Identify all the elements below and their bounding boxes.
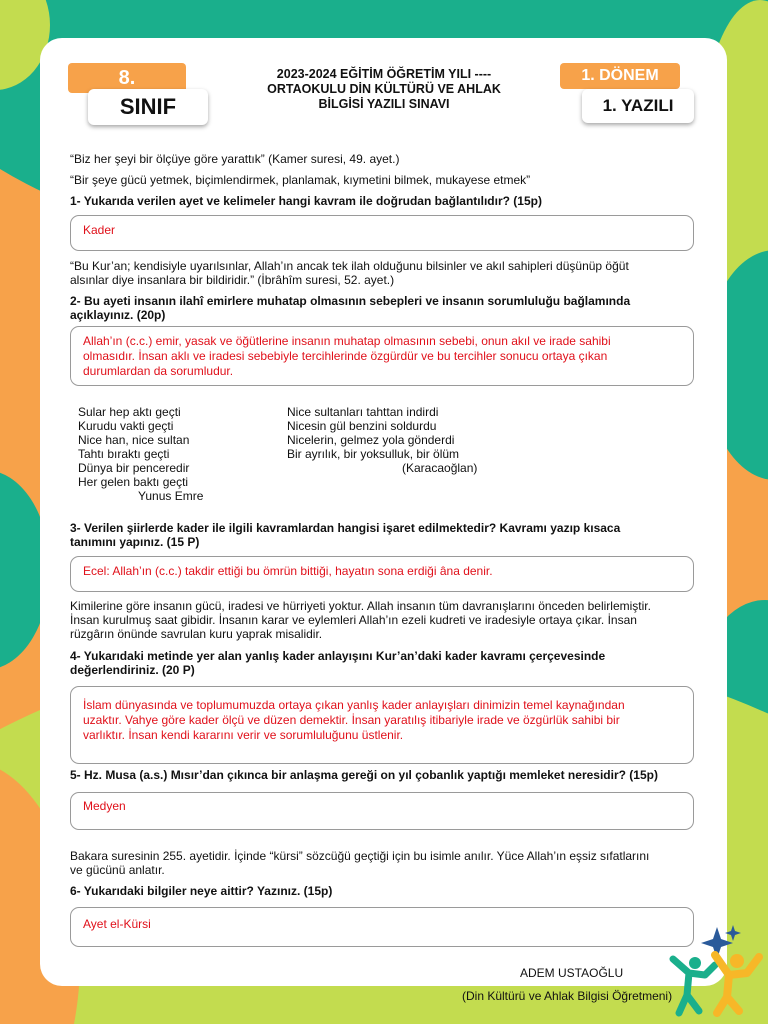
- answer-4-line-3: varlıktır. İnsan kendi kararını verir ve sorumluluğunu üstlenir.: [83, 728, 404, 742]
- poem-right-line-1: Nice sultanları tahttan indirdi: [287, 405, 439, 419]
- intro-line-1: “Biz her şeyi bir ölçüye göre yarattık” (Kamer suresi, 49. ayet.): [70, 152, 400, 166]
- poem-left-line-4: Tahtı bıraktı geçti: [78, 447, 170, 461]
- answer-2-line-1: Allah’ın (c.c.) emir, yasak ve öğütlerine insanın muhatap olmasının sebebi, onun akıl ve irade sahibi: [83, 334, 611, 348]
- q6-context-line-2: ve gücünü anlatır.: [70, 863, 165, 877]
- question-4-line-1: 4- Yukarıdaki metinde yer alan yanlış kader anlayışını Kur’an’daki kader kavramı çerçevesinde: [70, 649, 606, 663]
- exam-number-tag: 1. YAZILI: [582, 89, 694, 123]
- answer-3: Ecel: Allah’ın (c.c.) takdir ettiği bu ömrün bittiği, hayatın sona erdiği âna denir.: [83, 564, 493, 578]
- teacher-name: ADEM USTAOĞLU: [520, 966, 624, 980]
- q4-context-line-2: İnsan kurulmuş saat gibidir. İnsanın karar ve eylemleri Allah’ın ezeli kudreti ve iradesiyle ortaya çıkar. İnsan: [70, 613, 637, 627]
- answer-box-1: [70, 215, 694, 251]
- question-2-line-2: açıklayınız. (20p): [70, 308, 166, 322]
- question-3-line-1: 3- Verilen şiirlerde kader ile ilgili kavramlardan hangisi işaret edilmektedir? Kavramı yazıp kısaca: [70, 521, 621, 535]
- exam-title: [225, 67, 543, 112]
- title-line-1: 2023-2024 EĞİTİM ÖĞRETİM YILI ----: [276, 67, 492, 81]
- question-4-line-2: değerlendiriniz. (20 P): [70, 663, 195, 677]
- poem-left-line-2: Kurudu vakti geçti: [78, 419, 174, 433]
- answer-4-line-1: İslam dünyasında ve toplumumuzda ortaya çıkan yanlış kader anlayışları dinimizin temel kaynağından: [83, 698, 625, 712]
- poem-left-line-3: Nice han, nice sultan: [78, 433, 190, 447]
- answer-5: Medyen: [83, 799, 126, 813]
- poem-left: [78, 405, 203, 503]
- answer-2-line-3: durumlardan da sorumludur.: [83, 364, 234, 378]
- person-yellow-head: [730, 954, 744, 968]
- answer-box-4: [70, 686, 694, 764]
- question-1: 1- Yukarıda verilen ayet ve kelimeler hangi kavram ile doğrudan bağlantılıdır? (15p): [70, 194, 542, 208]
- q2-context-line-2: alsınlar diye insanlara bir bildiridir.” (İbrâhîm suresi, 52. ayet.): [70, 273, 395, 287]
- title-line-2: ORTAOKULU DİN KÜLTÜRÜ VE AHLAK: [267, 82, 501, 96]
- answer-box-5: [70, 792, 694, 830]
- answer-4-line-2: uzaktır. Vahye göre kader ölçü ve düzen demektir. İnsan yaratılış itibariyle irade ve özgürlük sahibi bir: [83, 713, 620, 727]
- intro-line-2: “Bir şeye gücü yetmek, biçimlendirmek, planlamak, kıymetini bilmek, mukayese etmek”: [70, 173, 531, 187]
- answer-1: Kader: [83, 223, 116, 237]
- question-3-line-2: tanımını yapınız. (15 P): [70, 535, 200, 549]
- q4-context-line-3: rüzgârın önünde savrulan kuru yaprak misalidir.: [70, 627, 323, 641]
- question-2-line-1: 2- Bu ayeti insanın ilahî emirlere muhatap olmasının sebepleri ve insanın sorumluluğu bağlamında: [70, 294, 631, 308]
- q2-context-line-1: “Bu Kur’an; kendisiyle uyarılsınlar, Allah’ın ancak tek ilah olduğunu bilsinler ve akıl sahipleri düşünüp öğüt: [70, 259, 629, 273]
- question-6: 6- Yukarıdaki bilgiler neye aittir? Yazınız. (15p): [70, 884, 333, 898]
- poem-left-line-5: Dünya bir penceredir: [78, 461, 190, 475]
- sparkle-small-icon: [725, 925, 741, 941]
- title-line-3: BİLGİSİ YAZILI SINAVI: [318, 97, 450, 111]
- people-celebration-icon: [665, 925, 763, 1017]
- answer-box-2: [70, 326, 694, 386]
- poem-right-line-3: Nicelerin, gelmez yola gönderdi: [287, 433, 455, 447]
- grade-number-tag: 8.: [68, 63, 186, 93]
- poem-right: [287, 405, 477, 475]
- poem-left-line-1: Sular hep aktı geçti: [78, 405, 181, 419]
- poem-right-line-2: Nicesin gül benzini soldurdu: [287, 419, 437, 433]
- answer-2-line-2: olmasıdır. İnsan aklı ve iradesi sebebiyle tercihlerinde özgürdür ve bu tercihler sonucu ortaya çıkan: [83, 349, 608, 363]
- poem-left-author: Yunus Emre: [138, 489, 204, 503]
- question-5: 5- Hz. Musa (a.s.) Mısır’dan çıkınca bir anlaşma gereği on yıl çobanlık yaptığı memleket neresidir? (15p): [70, 768, 658, 782]
- answer-2: [83, 334, 683, 379]
- answer-6: Ayet el-Kürsi: [83, 917, 151, 931]
- term-tag: 1. DÖNEM: [560, 63, 680, 89]
- q6-context-line-1: Bakara suresinin 255. ayetidir. İçinde “kürsi” sözcüğü geçtiği için bu isimle anılır. Yüce Allah’ın eşsiz sıfatlarını: [70, 849, 650, 863]
- answer-box-6: [70, 907, 694, 947]
- poem-left-line-6: Her gelen baktı geçti: [78, 475, 189, 489]
- poem-right-line-4: Bir ayrılık, bir yoksulluk, bir ölüm: [287, 447, 460, 461]
- answer-box-3: [70, 556, 694, 592]
- grade-label-tag: SINIF: [88, 89, 208, 125]
- answer-4: [83, 698, 683, 743]
- poem-right-author: (Karacaoğlan): [402, 461, 478, 475]
- teacher-role: (Din Kültürü ve Ahlak Bilgisi Öğretmeni): [462, 989, 673, 1003]
- person-teal-head: [689, 957, 701, 969]
- q4-context-line-1: Kimilerine göre insanın gücü, iradesi ve hürriyeti yoktur. Allah insanın tüm davranışlarını önceden belirlemiştir.: [70, 599, 651, 613]
